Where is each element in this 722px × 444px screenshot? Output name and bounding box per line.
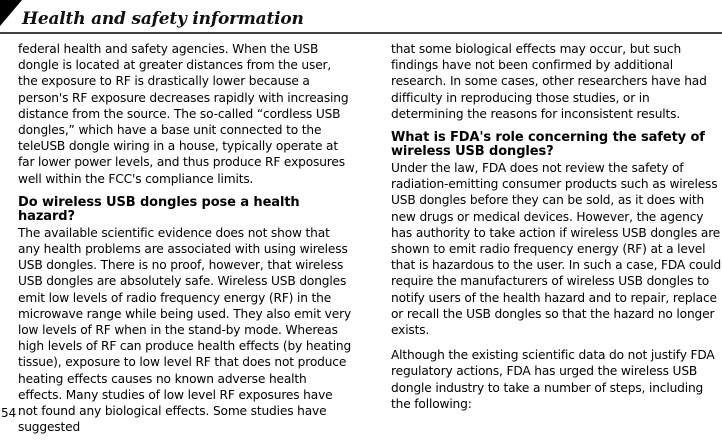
left-paragraph-intro: federal health and safety agencies. When the USB dongle is located at greater distances from the user, the exposure to RF is drastically lower because a person's RF exposure decreases rapidly with increasing distance from the source. The so-called “cordless USB dongles,” which have a base unit connected to the teleUSB dongle wiring in a house, typically operate at far lower power levels, and thus produce RF exposures well within the FCC's compliance limits. [18, 42, 349, 186]
right-paragraph-law: Under the law, FDA does not review the safety of radiation-emitting consumer products such as wireless USB dongles before they can be sold, as it does with new drugs or medical devices. However, the agency has authority to take action if wireless USB dongles are shown to emit radio frequency energy (RF) at a level that is hazardous to the user. In such a case, FDA could require the manufacturers of wireless USB dongles to notify users of the health hazard and to repair, replace or recall the USB dongles so that the hazard no longer exists. [391, 161, 722, 338]
section-heading-fda-role: What is FDA's role concerning the safety of wireless USB dongles? [391, 130, 705, 160]
page-number: 54 [1, 406, 17, 420]
left-column [18, 41, 353, 444]
header-corner-tab [0, 0, 22, 26]
right-column [391, 41, 722, 421]
right-paragraph-effects: that some biological effects may occur, but such findings have not been confirmed by additional research. In some cases, other researchers have had difficulty in reproducing those studies, or in determining the reasons for inconsistent results. [391, 42, 707, 121]
page-header [0, 0, 722, 40]
section-heading-health-hazard: Do wireless USB dongles pose a health hazard? [18, 194, 300, 224]
header-title: Health and safety information [22, 9, 304, 29]
left-paragraph-evidence: The available scientific evidence does not show that any health problems are associated with using wireless USB dongles. There is no proof, however, that wireless USB dongles are absolutely safe. Wireless USB dongles emit low levels of radio frequency energy (RF) in the microwave range while being used. They also emit very low levels of RF when in the stand-by mode. Whereas high levels of RF can produce health effects (by heating tissue), exposure to low level RF that does not produce heating effects causes no known adverse health effects. Many studies of low level RF exposures have not found any biological effects. Some studies have suggested [18, 225, 352, 435]
right-paragraph-industry: Although the existing scientific data do not justify FDA regulatory actions, FDA has urged the wireless USB dongle industry to take a number of steps, including the following: [391, 348, 715, 411]
